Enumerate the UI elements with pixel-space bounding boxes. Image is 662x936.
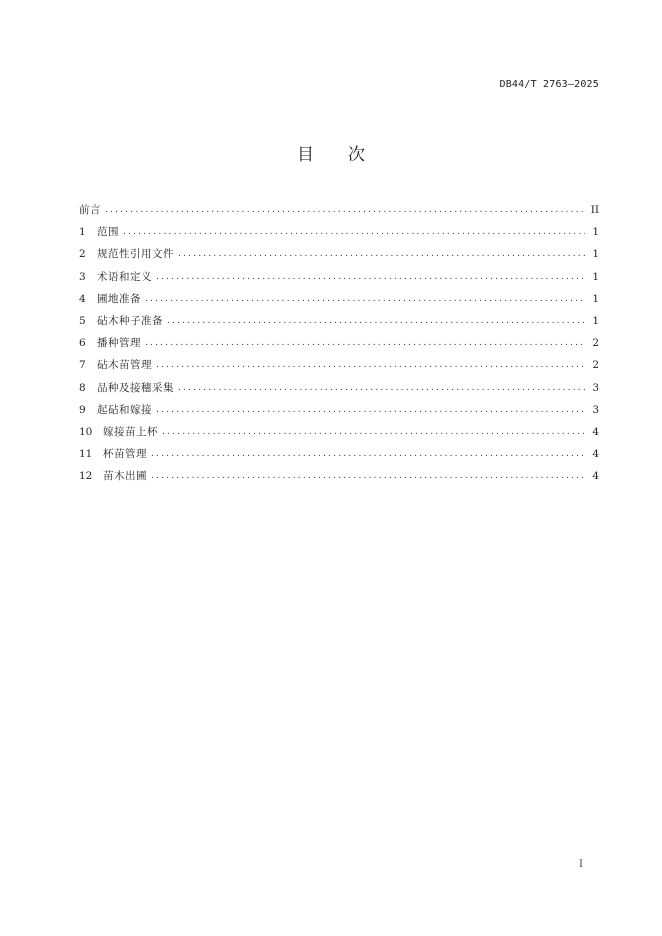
toc-entry-1[interactable] (79, 221, 599, 243)
toc-entry-label: 播种管理 (97, 337, 141, 350)
toc-entry-3[interactable] (79, 266, 599, 288)
toc-entry-label: 术语和定义 (97, 270, 152, 283)
toc-entry-label: 圃地准备 (97, 292, 141, 305)
page-title-char-2: 次 (348, 145, 365, 165)
toc-entry-label: 嫁接苗上杯 (103, 425, 158, 438)
toc-entry-6[interactable] (79, 332, 599, 354)
toc-entry-number: 8 (79, 381, 86, 394)
toc-entry-label: 前言 (79, 204, 101, 217)
toc-leader-dots (145, 332, 585, 354)
toc-entry-page: 4 (592, 425, 599, 438)
toc-leader-dots (123, 221, 585, 243)
toc-leader-dots (178, 243, 585, 265)
toc-entry-label: 砧木种子准备 (97, 315, 163, 328)
toc-entry-8[interactable] (79, 377, 599, 399)
toc-entry-number: 11 (79, 448, 93, 461)
toc-entry-page: 3 (592, 381, 599, 394)
toc-entry-number: 10 (79, 425, 93, 438)
toc-entry-page: 1 (592, 226, 599, 239)
toc-entry-label: 规范性引用文件 (97, 248, 174, 261)
toc-entry-page: 1 (592, 315, 599, 328)
toc-entry-label: 起砧和嫁接 (97, 403, 152, 416)
toc-entry-number: 6 (79, 337, 86, 350)
toc-leader-dots (156, 266, 585, 288)
toc-entry-page: 1 (592, 270, 599, 283)
toc-leader-dots (156, 399, 585, 421)
page-number: I (579, 859, 583, 870)
toc-entry-9[interactable] (79, 399, 599, 421)
toc-entry-number: 4 (79, 292, 86, 305)
toc-entry-label: 范围 (97, 226, 119, 239)
toc-entry-number: 3 (79, 270, 86, 283)
toc-entry-label: 苗木出圃 (103, 470, 147, 483)
toc-leader-dots (167, 310, 585, 332)
page-title (0, 140, 662, 165)
toc-leader-dots (178, 377, 585, 399)
toc-entry-number: 7 (79, 359, 86, 372)
page-title-char-1: 目 (297, 145, 314, 165)
toc-entry-page: 4 (592, 470, 599, 483)
table-of-contents (79, 199, 599, 487)
toc-entry-number: 1 (79, 226, 86, 239)
toc-entry-7[interactable] (79, 354, 599, 376)
toc-entry-5[interactable] (79, 310, 599, 332)
toc-leader-dots (145, 288, 585, 310)
toc-entry-page: 1 (592, 292, 599, 305)
toc-entry-page: 1 (592, 248, 599, 261)
toc-entry-page: 2 (592, 359, 599, 372)
toc-entry-preface[interactable] (79, 199, 599, 221)
toc-entry-label: 品种及接穗采集 (97, 381, 174, 394)
toc-entry-number: 12 (79, 470, 93, 483)
toc-entry-12[interactable] (79, 465, 599, 487)
toc-entry-label: 杯苗管理 (103, 448, 147, 461)
toc-entry-page: 2 (592, 337, 599, 350)
toc-entry-number: 5 (79, 315, 86, 328)
toc-entry-page: 3 (592, 403, 599, 416)
toc-entry-label: 砧木苗管理 (97, 359, 152, 372)
toc-entry-number: 9 (79, 403, 86, 416)
toc-entry-2[interactable] (79, 243, 599, 265)
toc-entry-number: 2 (79, 248, 86, 261)
toc-leader-dots (162, 421, 585, 443)
toc-entry-page: 4 (592, 448, 599, 461)
toc-leader-dots (156, 354, 585, 376)
toc-entry-10[interactable] (79, 421, 599, 443)
document-code: DB44/T 2763—2025 (499, 79, 599, 90)
toc-leader-dots (151, 443, 585, 465)
toc-entry-11[interactable] (79, 443, 599, 465)
toc-entry-4[interactable] (79, 288, 599, 310)
toc-entry-page: II (590, 204, 599, 217)
toc-leader-dots (105, 199, 585, 221)
toc-leader-dots (151, 465, 585, 487)
